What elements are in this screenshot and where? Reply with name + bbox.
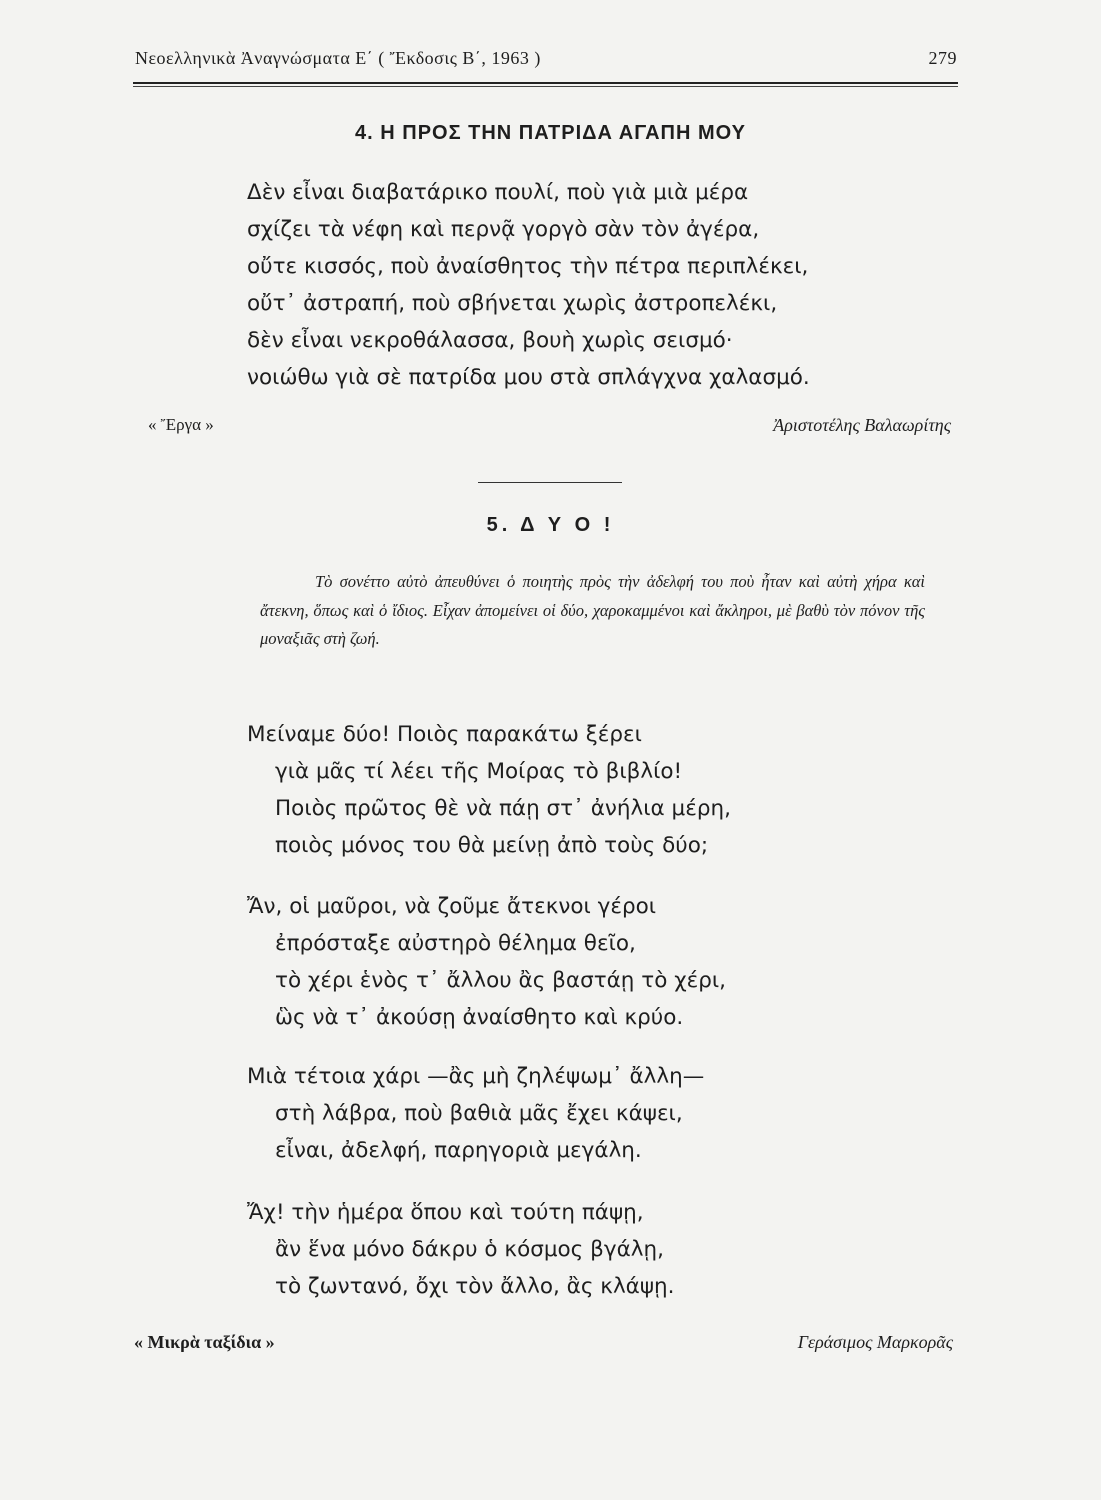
verse-line: Μείναμε δύο! Ποιὸς παρακάτω ξέρει [247,722,642,747]
poem-5-author: Γεράσιμος Μαρκορᾶς [797,1332,953,1352]
verse-line: οὔτε κισσός, ποὺ ἀναίσθητος τὴν πέτρα περιπλέκει, [247,254,809,279]
verse-line: τὸ χέρι ἑνὸς τ᾽ ἄλλου ἂς βαστάῃ τὸ χέρι, [275,968,726,993]
show-through-text [560,420,565,441]
verse-line: Ποιὸς πρῶτος θὲ νὰ πάῃ στ᾽ ἀνήλια μέρη, [275,796,731,821]
header-rule [133,82,958,84]
verse-line: Ἄν, οἱ μαῦροι, νὰ ζοῦμε ἄτεκνοι γέροι [247,894,657,919]
poem-5-title: 5. Δ Υ Ο ! [486,514,615,536]
verse-line: γιὰ μᾶς τί λέει τῆς Μοίρας τὸ βιβλίο! [275,759,683,784]
verse-line: Ἄχ! τὴν ἡμέρα ὅπου καὶ τούτη πάψῃ, [247,1200,644,1225]
poem-4-title: 4. Η ΠΡΟΣ ΤΗΝ ΠΑΤΡΙΔΑ ΑΓΑΠΗ ΜΟΥ [355,122,746,144]
running-title: Νεοελληνικὰ Ἀναγνώσματα Ε΄ ( Ἔκδοσις Β΄, 1963 ) [135,48,541,68]
running-header [135,48,957,69]
verse-line: εἶναι, ἀδελφή, παρηγοριὰ μεγάλη. [275,1138,642,1163]
poem-4-source: « Ἔργα » [148,415,214,434]
verse-line: ἂν ἕνα μόνο δάκρυ ὁ κόσμος βγάλῃ, [275,1237,664,1262]
verse-line: στὴ λάβρα, ποὺ βαθιὰ μᾶς ἔχει κάψει, [275,1101,683,1126]
section-divider [478,482,622,483]
verse-line: ὣς νὰ τ᾽ ἀκούσῃ ἀναίσθητο καὶ κρύο. [275,1005,684,1030]
poem-4-author: Ἀριστοτέλης Βαλαωρίτης [773,415,951,435]
verse-line: Δὲν εἶναι διαβατάρικο πουλί, ποὺ γιὰ μιὰ μέρα [247,180,749,205]
verse-line: νοιώθω γιὰ σὲ πατρίδα μου στὰ σπλάγχνα χαλασμό. [247,365,810,390]
verse-line: σχίζει τὰ νέφη καὶ περνᾷ γοργὸ σὰν τὸν ἀγέρα, [247,217,760,242]
verse-line: οὔτ᾽ ἀστραπή, ποὺ σβήνεται χωρὶς ἀστροπελέκι, [247,291,778,316]
poem-5-source: « Μικρὰ ταξίδια » [134,1332,275,1352]
verse-line: ἐπρόσταξε αὐστηρὸ θέλημα θεῖο, [275,931,636,956]
page-number: 279 [928,48,957,68]
verse-line: τὸ ζωντανό, ὄχι τὸν ἄλλο, ἂς κλάψῃ. [275,1274,675,1299]
verse-line: ποιὸς μόνος του θὰ μείνῃ ἀπὸ τοὺς δύο; [275,833,709,858]
poem-5-intro: Τὸ σονέττο αὐτὸ ἀπευθύνει ὁ ποιητὴς πρὸς τὴν ἀδελφή του ποὺ ἦταν καὶ αὐτὴ χήρα καὶ ἄτεκνη, ὅπως καὶ ὁ ἴδιος. Εἶχαν ἀπομείνει οἱ δύο, χαροκαμμένοι καὶ ἄκληροι, μὲ βαθὺ τὸν πόνον τῆς μοναξιᾶς στὴ ζωή. [260,572,925,648]
verse-line: δὲν εἶναι νεκροθάλασσα, βουὴ χωρὶς σεισμό· [247,328,733,353]
header-rule-thin [133,86,958,87]
verse-line: Μιὰ τέτοια χάρι —ἂς μὴ ζηλέψωμ᾽ ἄλλη— [247,1064,705,1089]
